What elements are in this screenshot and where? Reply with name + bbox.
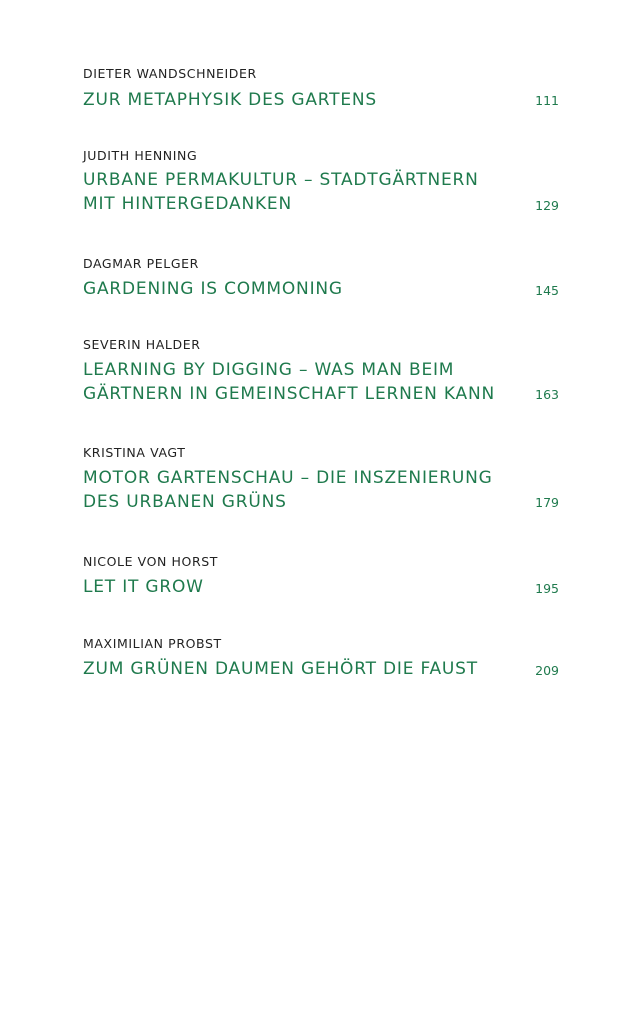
- entry-title-line: GARDENING IS COMMONING: [83, 279, 343, 299]
- entry-page-number[interactable]: 163: [535, 387, 559, 402]
- entry-title[interactable]: [83, 359, 513, 406]
- entry-title[interactable]: [83, 278, 513, 302]
- entry-page-number[interactable]: 209: [535, 663, 559, 678]
- entry-title-line: DES URBANEN GRÜNS: [83, 491, 287, 512]
- entry-author: DIETER WANDSCHNEIDER: [83, 66, 257, 81]
- entry-author: DAGMAR PELGER: [83, 256, 199, 271]
- entry-page-number[interactable]: 111: [535, 93, 559, 108]
- entry-title-line: LET IT GROW: [83, 577, 204, 597]
- entry-title-line: MOTOR GARTENSCHAU – DIE INSZENIERUNG: [83, 468, 493, 488]
- entry-title[interactable]: [83, 89, 513, 113]
- entry-page-number[interactable]: 195: [535, 581, 559, 596]
- entry-title-line: URBANE PERMAKULTUR – STADTGÄRTNERN: [83, 170, 479, 190]
- entry-author: JUDITH HENNING: [83, 148, 198, 163]
- entry-title-line: ZUR METAPHYSIK DES GARTENS: [83, 90, 378, 110]
- entry-author: KRISTINA VAGT: [83, 445, 186, 460]
- entry-title[interactable]: [83, 467, 513, 514]
- entry-author: NICOLE VON HORST: [83, 554, 219, 569]
- entry-title-line: ZUM GRÜNEN DAUMEN GEHÖRT DIE FAUST: [83, 659, 478, 679]
- entry-author: MAXIMILIAN PROBST: [83, 636, 222, 651]
- entry-title-line: LEARNING BY DIGGING – WAS MAN BEIM: [83, 360, 455, 380]
- entry-title[interactable]: [83, 658, 513, 682]
- entry-title[interactable]: [83, 576, 513, 600]
- entry-title[interactable]: [83, 169, 513, 216]
- entry-title-line: MIT HINTERGEDANKEN: [83, 193, 292, 214]
- entry-page-number[interactable]: 145: [535, 283, 559, 298]
- entry-page-number[interactable]: 179: [535, 495, 559, 510]
- entry-page-number[interactable]: 129: [535, 198, 559, 213]
- entry-title-line: GÄRTNERN IN GEMEINSCHAFT LERNEN KANN: [83, 383, 495, 404]
- entry-author: SEVERIN HALDER: [83, 337, 201, 352]
